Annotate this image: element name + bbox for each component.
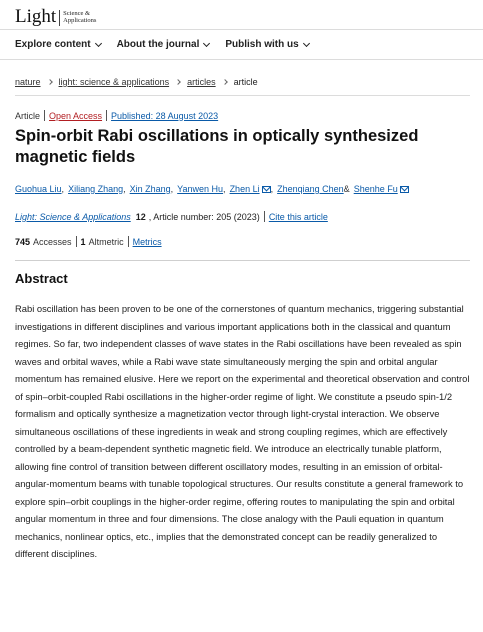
journal-logo[interactable]: [15, 4, 96, 26]
logo-sub-text: [59, 10, 96, 26]
breadcrumb-current: article: [233, 77, 258, 87]
meta-divider: [76, 236, 77, 247]
logo-sub-line1: Science &: [63, 9, 91, 17]
abstract-divider: [15, 260, 470, 261]
chevron-right-icon: [175, 79, 181, 85]
author-link[interactable]: Yanwen Hu: [177, 184, 224, 194]
author-link[interactable]: [354, 184, 409, 194]
main-nav: [0, 30, 483, 60]
published-date-link[interactable]: Published: 28 August 2023: [111, 110, 219, 121]
chevron-down-icon: [203, 39, 210, 46]
meta-divider: [106, 110, 107, 121]
nav-label: About the journal: [116, 39, 200, 50]
breadcrumb-divider: [15, 95, 470, 96]
nav-label: Explore content: [15, 39, 91, 50]
citation-row: [15, 211, 328, 222]
email-icon: [262, 186, 271, 193]
metrics-row: [15, 236, 162, 247]
author-link[interactable]: [230, 184, 271, 194]
breadcrumb-nature[interactable]: nature: [15, 77, 41, 87]
article-number: , Article number: 205 (2023): [148, 211, 260, 222]
chevron-right-icon: [47, 79, 53, 85]
logo-main-text: Light: [15, 5, 57, 27]
accesses-label: Accesses: [33, 236, 72, 247]
author-name: Zhen Li: [229, 184, 260, 194]
accesses-count: 745: [15, 236, 31, 247]
author-link[interactable]: Xiliang Zhang: [68, 184, 124, 194]
meta-divider: [44, 110, 45, 121]
abstract-text: Rabi oscillation has been proven to be one of the cornerstones of quantum mechanics, triggering substantial investigations in different disciplines and various important applications both in the classical and quantum regimes. So far, two independent classes of wave states in the Rabi oscillations have been revealed as spin waves and orbital waves, while a Rabi wave state simultaneously merging the spin and orbital angular momentum has remained elusive. Here we report on the experimental and theoretical observation and control of spin–orbit-coupled Rabi oscillations in the higher-order regime of light. We constitute a pseudo spin-1/2 formalism and optically synthesize a magnetization vector through light-crystal interaction. We observe simultaneous oscillations of these ingredients in weak and strong coupling regimes, which are effectively controlled by a beam-dependent synthetic magnetic field. We introduce an electrically tunable platform, allowing fine control of transition between different oscillatory modes, resulting in an emission of orbital-angular-momentum beams with tunable topological structures. Our results constitute a general framework to explore spin–orbit couplings in the higher-order regime, offering routes to manipulating the spin and orbital angular momentum in three and four dimensions. The close analogy with the Pauli equation in quantum mechanics, nonlinear optics, etc., implies that the demonstrated concept can be readily generalized to different disciplines.: [15, 303, 470, 559]
altmetric-count: 1: [80, 236, 86, 247]
article-meta: [15, 110, 218, 121]
author-separator: ,: [270, 184, 274, 194]
email-icon: [400, 186, 409, 193]
site-header: [0, 0, 483, 30]
nav-about-journal[interactable]: [117, 39, 210, 50]
abstract-heading: Abstract: [15, 271, 68, 286]
cite-this-article-link[interactable]: Cite this article: [268, 211, 328, 222]
author-separator: ,: [170, 184, 174, 194]
meta-divider: [128, 236, 129, 247]
author-link[interactable]: Guohua Liu: [15, 184, 62, 194]
author-separator: ,: [223, 184, 226, 194]
nav-explore-content[interactable]: [15, 39, 101, 50]
author-link[interactable]: Zhenqiang Chen: [277, 184, 344, 194]
nav-label: Publish with us: [225, 39, 299, 50]
chevron-down-icon: [303, 39, 310, 46]
breadcrumb-journal[interactable]: light: science & applications: [58, 77, 170, 87]
author-link[interactable]: Xin Zhang: [129, 184, 171, 194]
chevron-right-icon: [222, 79, 228, 85]
author-list: [15, 184, 409, 194]
author-separator: ,: [123, 184, 126, 194]
journal-link[interactable]: Light: Science & Applications: [15, 211, 131, 222]
breadcrumb: [15, 77, 258, 87]
open-access-link[interactable]: Open Access: [49, 110, 103, 121]
article-title: Spin-orbit Rabi oscillations in optically synthesized magnetic fields: [15, 127, 419, 166]
breadcrumb-articles[interactable]: articles: [187, 77, 216, 87]
nav-publish-with-us[interactable]: [225, 39, 308, 50]
metrics-link[interactable]: Metrics: [132, 236, 162, 247]
author-name: Shenhe Fu: [353, 184, 398, 194]
chevron-down-icon: [95, 39, 102, 46]
author-separator: ,: [61, 184, 65, 194]
article-type: Article: [15, 110, 41, 121]
author-separator: &: [343, 184, 350, 194]
altmetric-label: Altmetric: [88, 236, 124, 247]
volume-number: 12: [135, 211, 146, 222]
logo-sub-line2: Applications: [63, 16, 97, 24]
meta-divider: [264, 211, 265, 222]
